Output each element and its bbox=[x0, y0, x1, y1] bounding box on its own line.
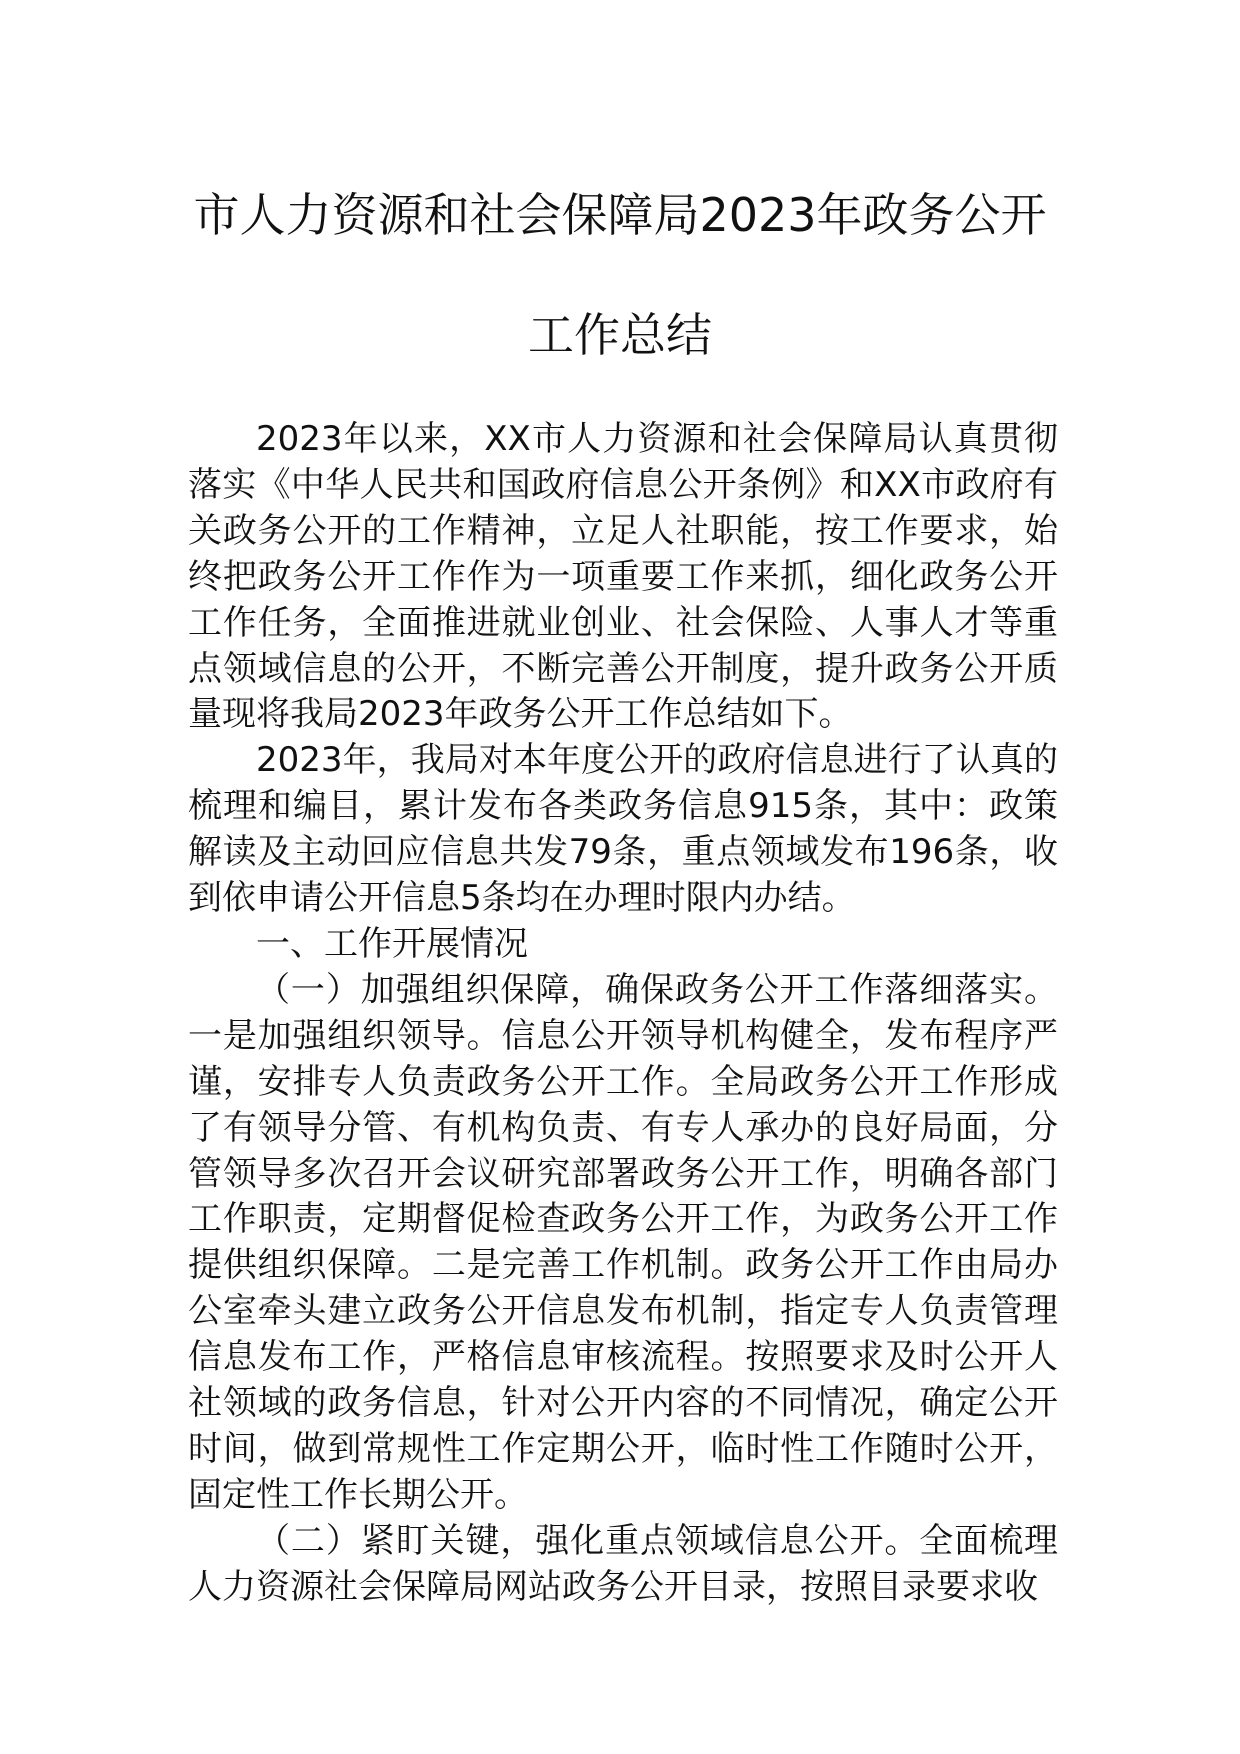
paragraph-organization-guarantee: （一）加强组织保障，确保政务公开工作落细落实。一是加强组织领导。信息公开领导机构健全，发布程序严谨，安排专人负责政务公开工作。全局政务公开工作形成了有领导分管、有机构负责、有专人承办的良好局面，分管领导多次召开会议研究部署政务公开工作，明确各部门工作职责，定期督促检查政务公开工作，为政务公开工作提供组织保障。二是完善工作机制。政务公开工作由局办公室牵头建立政务公开信息发布机制，指定专人负责管理信息发布工作，严格信息审核流程。按照要求及时公开人社领域的政务信息，针对公开内容的不同情况，确定公开时间，做到常规性工作定期公开，临时性工作随时公开，固定性工作长期公开。 bbox=[188, 969, 1058, 1515]
paragraph-statistics: 2023年，我局对本年度公开的政府信息进行了认真的梳理和编目，累计发布各类政务信息915条，其中：政策解读及主动回应信息共发79条，重点领域发布196条，收到依申请公开信息5条均在办理时限内办结。 bbox=[188, 740, 1058, 919]
document-body bbox=[188, 417, 1058, 1611]
section-heading-work-progress: 一、工作开展情况 bbox=[256, 923, 528, 964]
document-title-line-1: 市人力资源和社会保障局2023年政务公开 bbox=[193, 188, 1047, 242]
paragraph-key-areas: （二）紧盯关键，强化重点领域信息公开。全面梳理人力资源社会保障局网站政务公开目录，按照目录要求收 bbox=[188, 1520, 1058, 1607]
paragraph-intro: 2023年以来，XX市人力资源和社会保障局认真贯彻落实《中华人民共和国政府信息公开条例》和XX市政府有关政务公开的工作精神，立足人社职能，按工作要求，始终把政务公开工作作为一项重要工作来抓，细化政务公开工作任务，全面推进就业创业、社会保险、人事人才等重点领域信息的公开，不断完善公开制度，提升政务公开质量现将我局2023年政务公开工作总结如下。 bbox=[188, 419, 1058, 735]
document-title-line-2: 工作总结 bbox=[528, 308, 712, 362]
